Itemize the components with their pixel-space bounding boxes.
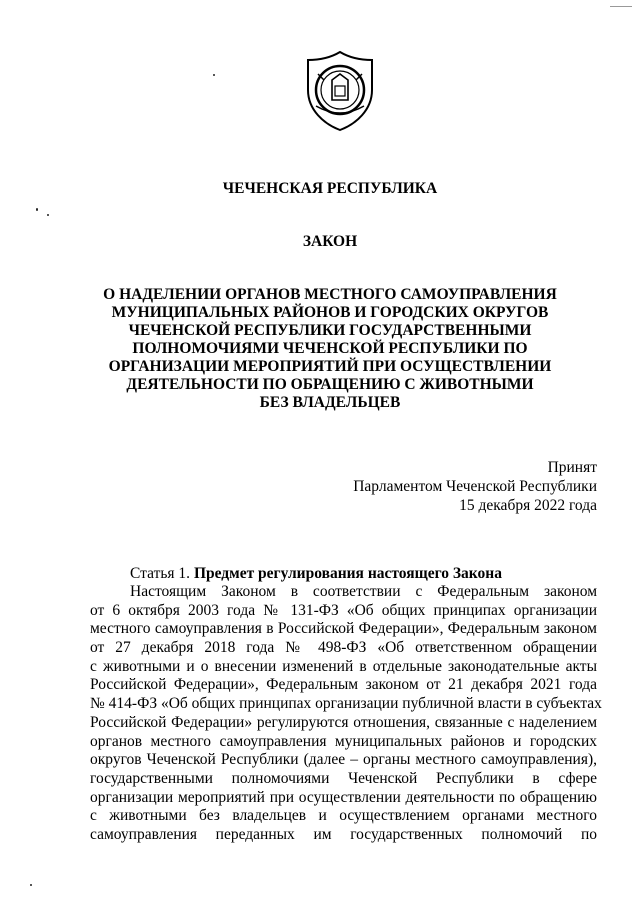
body-line: от 6 октября 2003 года № 131-ФЗ «Об общих принципах организации: [90, 601, 597, 619]
body-line: местного самоуправления в Российской Федерации», Федеральным законом: [90, 620, 597, 638]
body-line: от 27 декабря 2018 года № 498-ФЗ «Об ответственном обращении: [90, 639, 597, 657]
body-line: Российской Федерации» регулируются отношения, связанные с наделением: [90, 713, 597, 731]
scan-speck: [36, 208, 38, 211]
body-line: организации мероприятий при осуществлении деятельности по обращению: [90, 788, 597, 806]
document-type: ЗАКОН: [302, 233, 358, 250]
body-line: округов Чеченской Республики (далее – органы местного самоуправления),: [90, 751, 597, 769]
body-line: органов местного самоуправления муниципальных районов и городских: [90, 732, 597, 750]
law-title-line: БЕЗ ВЛАДЕЛЬЦЕВ: [259, 394, 401, 411]
law-title-line: ОРГАНИЗАЦИИ МЕРОПРИЯТИЙ ПРИ ОСУЩЕСТВЛЕНИИ: [108, 358, 552, 375]
article-heading: [130, 564, 502, 583]
coat-of-arms-emblem: [304, 50, 376, 132]
body-line: с животными и о внесении изменений в отдельные законодательные акты: [90, 657, 597, 675]
article-title: Предмет регулирования настоящего Закона: [193, 565, 502, 582]
law-title-line: ПОЛНОМОЧИЯМИ ЧЕЧЕНСКОЙ РЕСПУБЛИКИ ПО: [132, 340, 528, 357]
republic-heading: ЧЕЧЕНСКАЯ РЕСПУБЛИКА: [222, 180, 438, 197]
scan-speck: [30, 884, 32, 886]
body-line: Российской Федерации», Федеральным законом от 21 декабря 2021 года: [90, 676, 597, 694]
scan-artifact-line: [610, 6, 632, 7]
law-title-line: МУНИЦИПАЛЬНЫХ РАЙОНОВ И ГОРОДСКИХ ОКРУГОВ: [111, 304, 549, 321]
adoption-body: Парламентом Чеченской Республики: [353, 478, 597, 495]
law-title-line: ДЕЯТЕЛЬНОСТИ ПО ОБРАЩЕНИЮ С ЖИВОТНЫМИ: [126, 376, 534, 393]
body-line: государственными полномочиями Чеченской Республики в сфере: [90, 769, 597, 787]
body-line: самоуправления переданных им государственных полномочий по: [90, 825, 597, 843]
article-number: Статья 1.: [130, 565, 191, 582]
scan-speck: [47, 214, 49, 216]
scan-speck: [213, 74, 215, 76]
law-title-line: О НАДЕЛЕНИИ ОРГАНОВ МЕСТНОГО САМОУПРАВЛЕНИЯ: [103, 286, 557, 303]
adoption-date: 15 декабря 2022 года: [459, 497, 597, 514]
body-line: Настоящим Законом в соответствии с Федеральным законом: [130, 583, 597, 600]
law-title: [60, 286, 600, 412]
adoption-status: Принят: [547, 459, 597, 476]
body-line: с животными без владельцев и осуществлением органами местного: [90, 807, 597, 825]
article-body: [90, 583, 602, 845]
law-title-line: ЧЕЧЕНСКОЙ РЕСПУБЛИКИ ГОСУДАРСТВЕННЫМИ: [128, 322, 532, 339]
adoption-block: [353, 458, 597, 515]
body-line: № 414-ФЗ «Об общих принципах организации публичной власти в субъектах: [90, 695, 602, 713]
